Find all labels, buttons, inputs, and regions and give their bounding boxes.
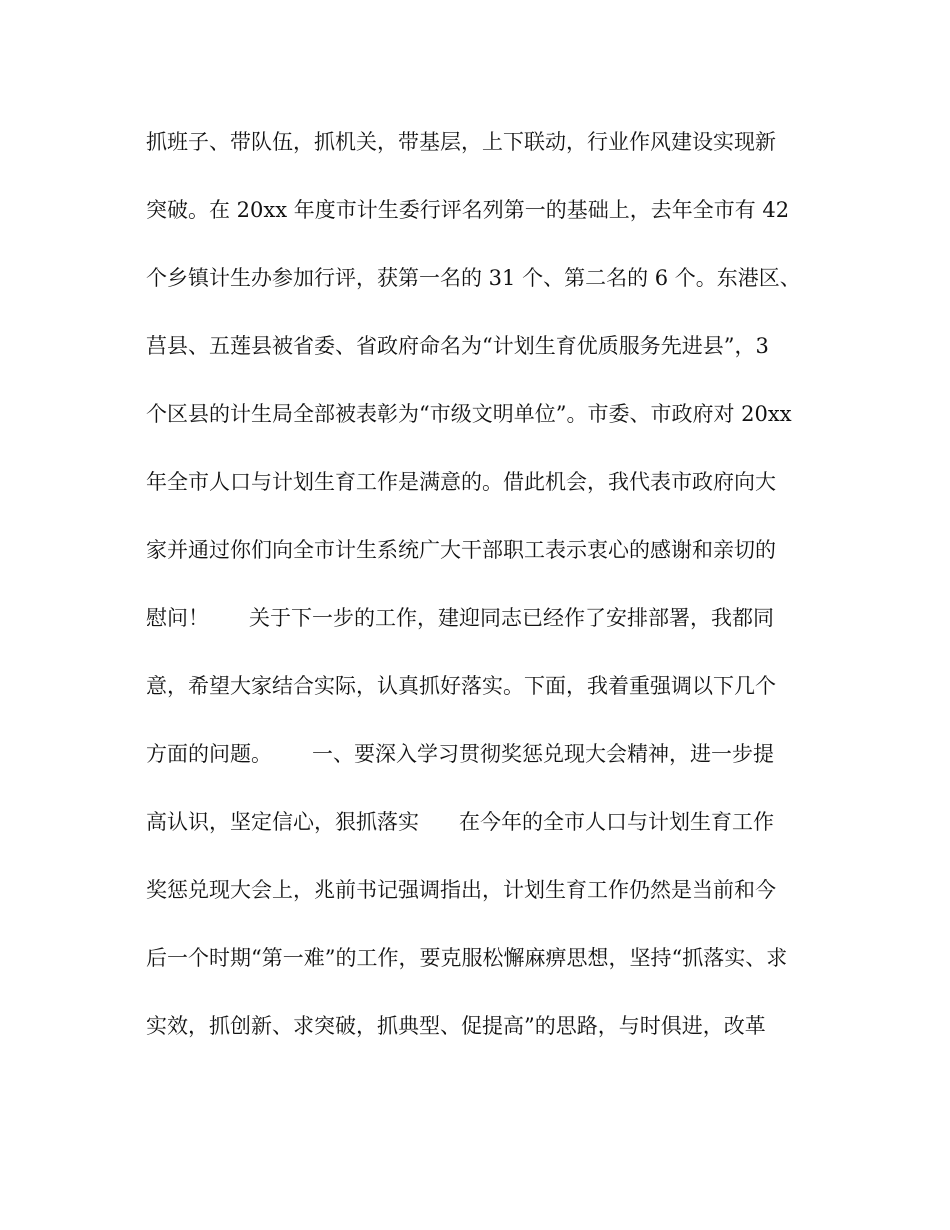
body-text [146, 122, 812, 1074]
text-line-6: 年全市人口与计划生育工作是满意的。借此机会，我代表市政府向大 [146, 470, 776, 494]
text-line-4: 莒县、五莲县被省委、省政府命名为“计划生育优质服务先进县”，3 [146, 334, 769, 358]
text-line-2: 突破。在 20xx 年度市计生委行评名列第一的基础上，去年全市有 42 [146, 198, 790, 222]
text-line-10: 方面的问题。 一、要深入学习贯彻奖惩兑现大会精神，进一步提 [146, 742, 775, 766]
text-line-3: 个乡镇计生办参加行评，获第一名的 31 个、第二名的 6 个。东港区、 [146, 266, 801, 290]
text-line-12: 奖惩兑现大会上，兆前书记强调指出，计划生育工作仍然是当前和今 [146, 878, 776, 902]
text-line-14: 实效，抓创新、求突破，抓典型、促提高”的思路，与时俱进，改革 [146, 1014, 766, 1038]
text-line-9: 意，希望大家结合实际，认真抓好落实。下面，我着重强调以下几个 [146, 674, 776, 698]
text-line-13: 后一个时期“第一难”的工作，要克服松懈麻痹思想，坚持“抓落实、求 [146, 946, 788, 970]
text-line-8: 慰问！ 关于下一步的工作，建迎同志已经作了安排部署，我都同 [146, 606, 775, 630]
text-line-5: 个区县的计生局全部被表彰为“市级文明单位”。市委、市政府对 20xx [146, 402, 792, 426]
text-line-7: 家并通过你们向全市计生系统广大干部职工表示衷心的感谢和亲切的 [146, 538, 776, 562]
text-line-11: 高认识，坚定信心，狠抓落实 在今年的全市人口与计划生育工作 [146, 810, 775, 834]
text-line-1: 抓班子、带队伍，抓机关，带基层，上下联动，行业作风建设实现新 [146, 130, 776, 154]
